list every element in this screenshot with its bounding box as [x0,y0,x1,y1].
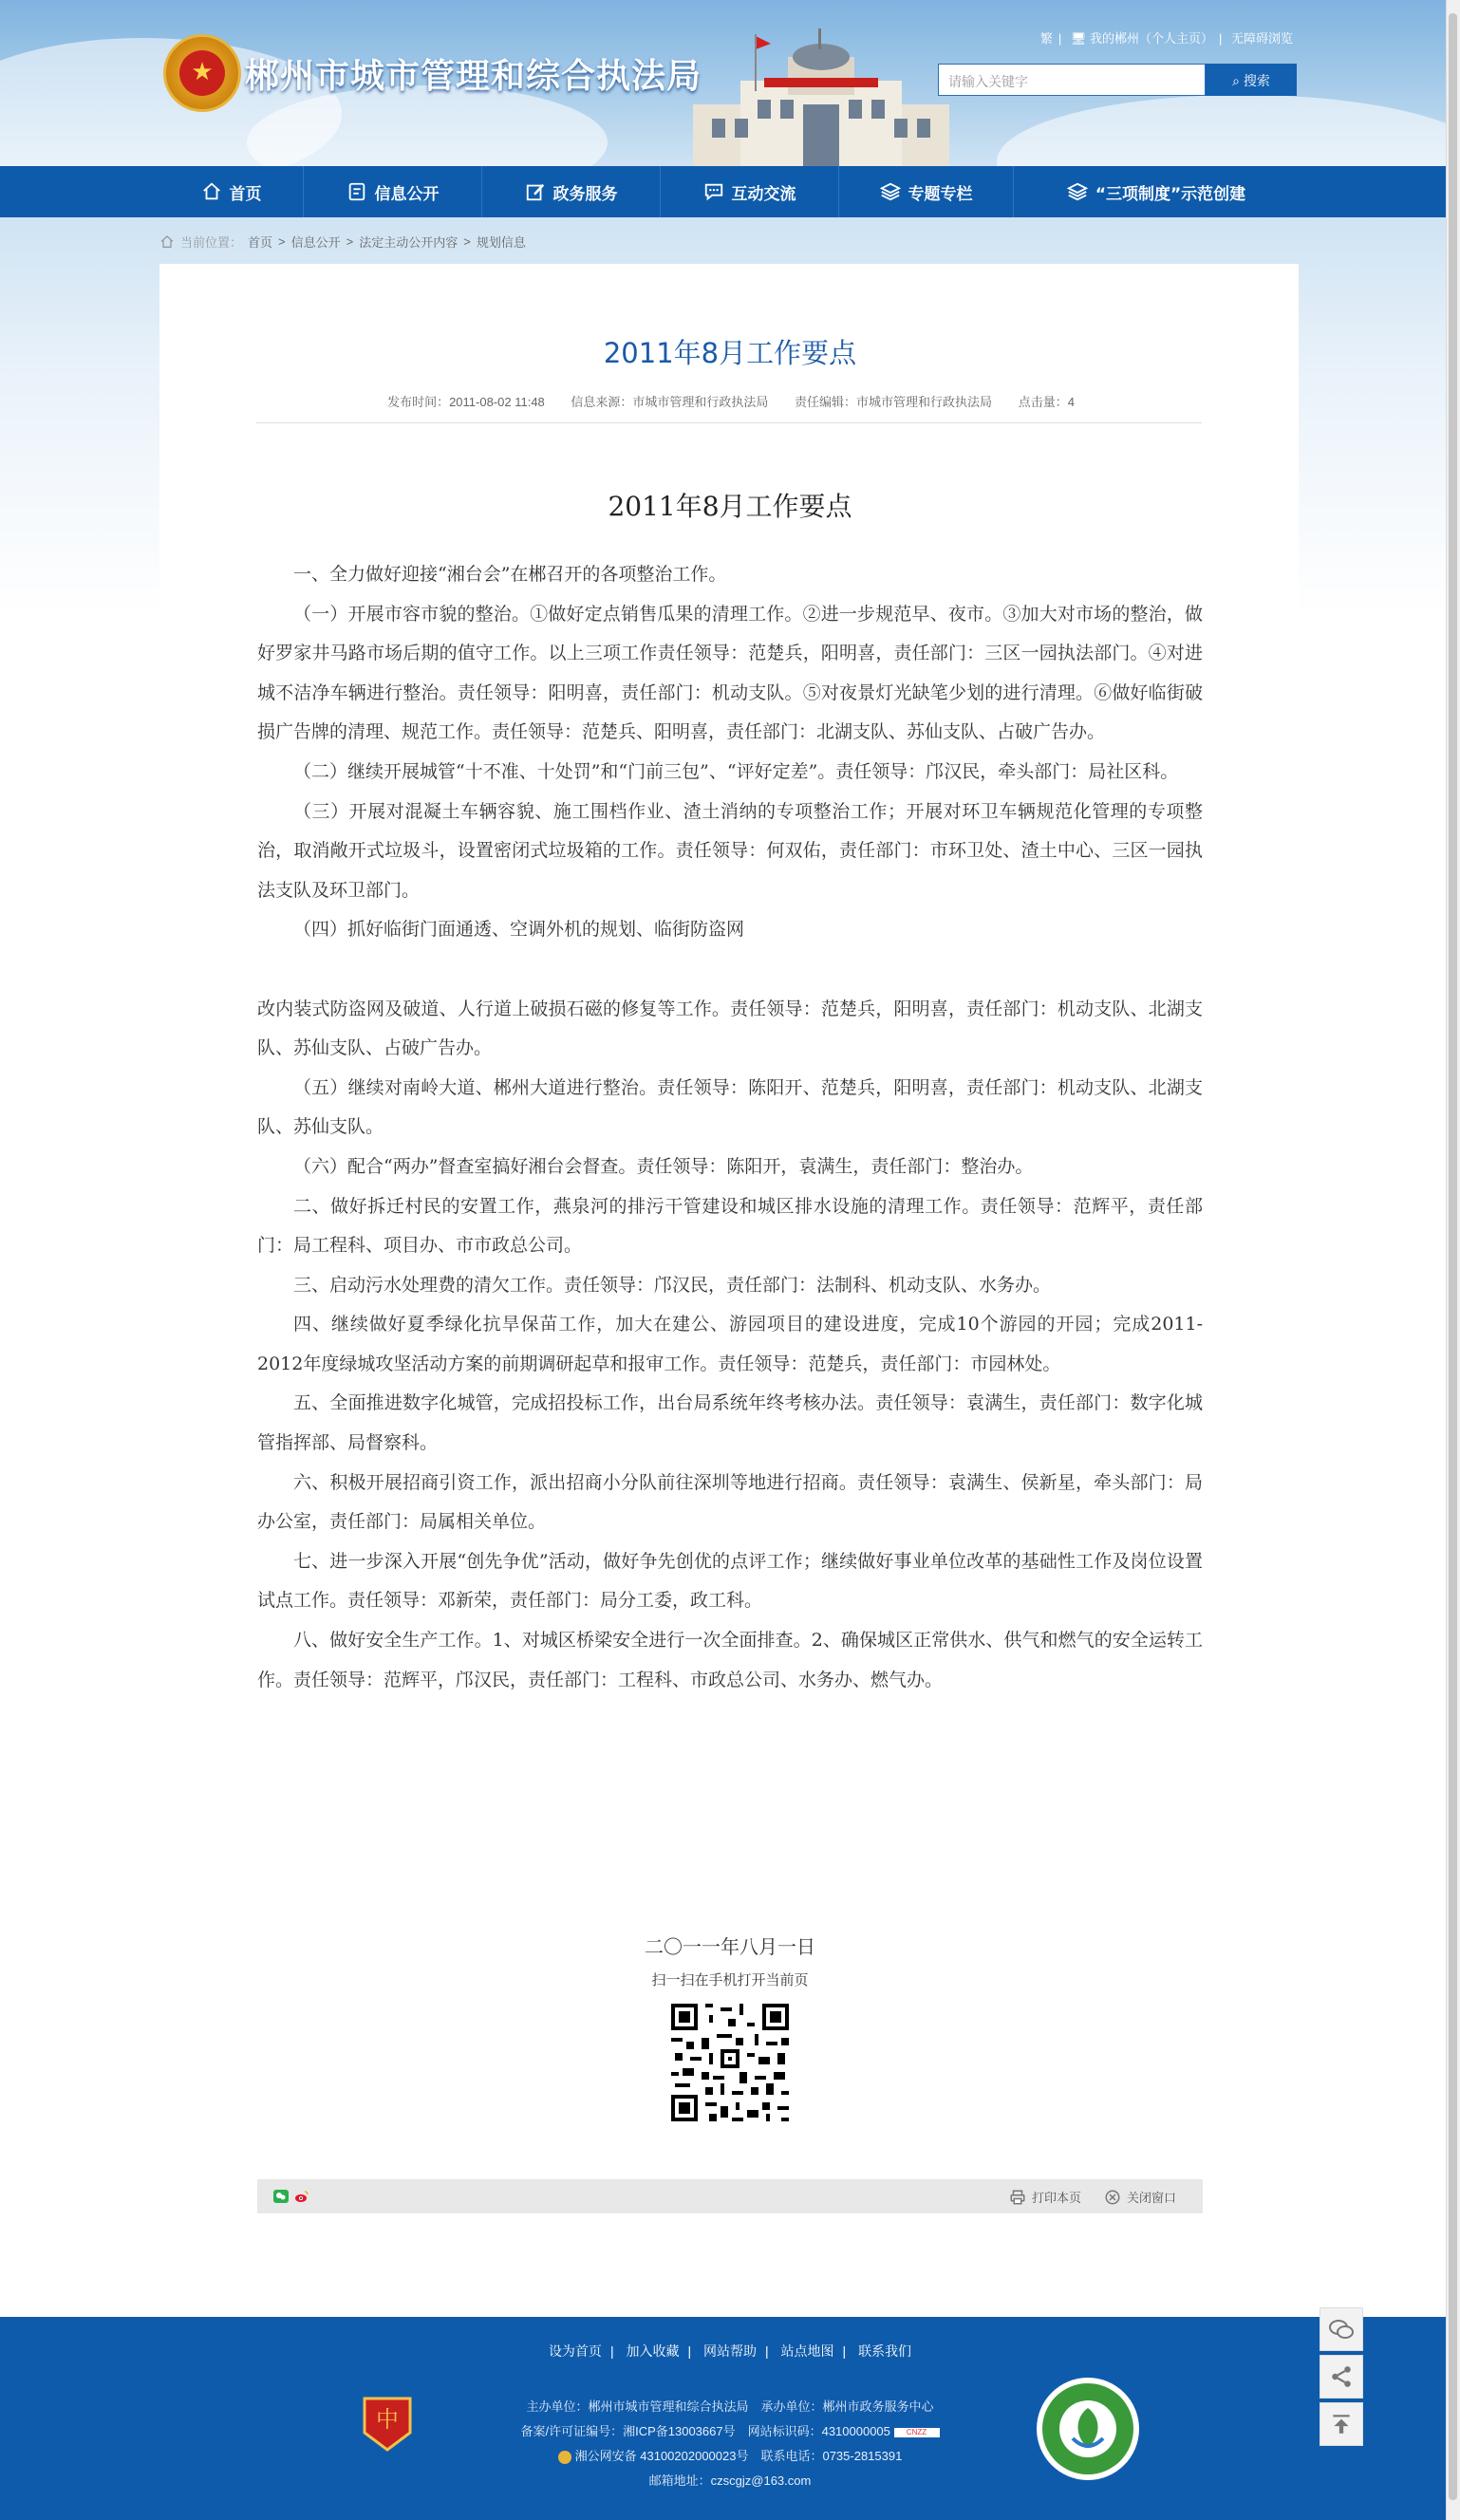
accessibility-link[interactable]: 无障碍浏览 [1230,31,1293,46]
home-icon [201,181,222,202]
nav-item-info[interactable] [304,166,482,217]
info-icon [346,181,367,202]
breadcrumb-prefix: 当前位置： [180,235,243,250]
paragraph: 五、全面推进数字化城管，完成招投标工作，出台局系统年终考核办法。责任领导：袁满生，责任部门：数字化城管指挥部、局督察科。 [257,1392,1203,1454]
nav-label: “三项制度”示范创建 [1095,184,1246,204]
close-icon [1104,2189,1121,2206]
breadcrumb: 当前位置： 首页 > 信息公开 > 法定主动公开内容 > 规划信息 [159,233,526,251]
breadcrumb-home-link[interactable]: 首页 [248,235,273,250]
share-icons [272,2189,310,2204]
breadcrumb-info-link[interactable]: 信息公开 [290,235,341,250]
site-header [0,0,1460,166]
search-button[interactable] [1206,64,1297,96]
icp-text[interactable]: 备案/许可证编号：湘ICP备13003667号 网站标识码：4310000005 [520,2424,890,2438]
paragraph: 二、做好拆迁村民的安置工作，燕泉河的排污干管建设和城区排水设施的清理工作。责任领导：范辉平，责任部门：局工程科、项目办、市市政总公司。 [257,1195,1203,1257]
cnzz-icon[interactable]: CNZZ [894,2428,940,2437]
paragraph: （六）配合“两办”督查室搞好湘台会督查。责任领导：陈阳开，袁满生，责任部门：整治办。 [293,1155,1034,1177]
home-icon [159,234,175,250]
paragraph: 六、积极开展招商引资工作，派出招商小分队前往深圳等地进行招商。责任领导：袁满生、侯新星，牵头部门：局办公室，责任部门：局属相关单位。 [257,1471,1203,1533]
search-button-label: 搜索 [1243,73,1270,88]
paragraph: 八、做好安全生产工作。1、对城区桥梁安全进行一次全面排查。2、确保城区正常供水、供气和燃气的安全运转工作。责任领导：范辉平，邝汉民，责任部门：工程科、市政总公司、水务办、燃气办。 [257,1630,1203,1690]
traditional-chinese-link[interactable]: 繁 [1039,31,1053,46]
search-icon: ⌕ [1232,73,1240,88]
paragraph: 七、进一步深入开展“创先争优”活动，做好争先创优的点评工作；继续做好事业单位改革的基础性工作及岗位设置试点工作。责任领导：邓新荣，责任部门：局分工委，政工科。 [257,1550,1203,1612]
paragraph: （二）继续开展城管“十不准、十处罚”和“门前三包”、“评好定差”。责任领导：邝汉民，牵头部门：局社区科。 [293,760,1179,782]
police-badge-icon [558,2451,571,2464]
my-chenzhou-label: 我的郴州（个人主页） [1089,31,1213,46]
layers-icon [880,181,901,202]
breadcrumb-public-content-link[interactable]: 法定主动公开内容 [359,235,459,250]
chat-icon [703,181,724,202]
qr-code-image [667,2000,793,2125]
share-float-button[interactable] [1320,2355,1363,2399]
article-meta [256,392,1206,410]
close-label: 关闭窗口 [1127,2191,1177,2205]
printer-icon [1009,2189,1026,2206]
footer-info [0,2395,1460,2493]
divider [256,422,1202,423]
add-favorite-link[interactable]: 加入收藏 [626,2343,680,2359]
nav-label: 互动交流 [731,184,796,204]
breadcrumb-planning-link[interactable]: 规划信息 [476,235,526,250]
article-title: 2011年8月工作要点 [603,337,857,369]
paragraph: 三、启动污水处理费的清欠工作。责任领导：邝汉民，责任部门：法制科、机动支队、水务办。 [293,1274,1052,1296]
email-address: 邮箱地址：czscgjz@163.com [648,2473,812,2488]
paragraph: 一、全力做好迎接“湘台会”在郴召开的各项整治工作。 [293,564,727,585]
icp-info [0,2419,1460,2444]
wechat-float-button[interactable] [1320,2307,1363,2351]
contact-link[interactable]: 联系我们 [858,2343,912,2359]
nav-label: 信息公开 [374,184,440,204]
sponsor-info: 主办单位：郴州市城市管理和综合执法局 承办单位：郴州市政务服务中心 [526,2399,934,2414]
footer-links: 设为首页 | 加入收藏 | 网站帮助 | 站点地图 | 联系我们 [548,2343,912,2359]
back-to-top-button[interactable] [1320,2402,1363,2446]
view-count: 点击量：4 [1018,395,1075,409]
national-emblem-logo: ★ [163,34,241,112]
site-help-link[interactable]: 网站帮助 [703,2343,757,2359]
nav-label: 专题专栏 [908,184,973,204]
site-footer [0,2317,1460,2520]
site-title: 郴州市城市管理和综合执法局 [245,57,702,96]
document-title: 2011年8月工作要点 [608,491,852,522]
paragraph: 改内装式防盗网及破道、人行道上破损石磁的修复等工作。责任领导：范楚兵，阳明喜，责任部门：机动支队、北湖支队、苏仙支队、占破广告办。 [257,998,1203,1059]
close-window-button[interactable] [1104,2188,1176,2206]
paragraph: （一）开展市容市貌的整治。①做好定点销售瓜果的清理工作。②进一步规范早、夜市。③加大对市场的整治，做好罗家井马路市场后期的值守工作。以上三项工作责任领导：范楚兵，阳明喜，责任部门：三区一园执法部门。④对进城不洁净车辆进行整治。责任领导：阳明喜，责任部门：机动支队。⑤对夜景灯光缺笔少划的进行清理。⑥做好临街破损广告牌的清理、规范工作。责任领导：范楚兵、阳明喜，责任部门：北湖支队、苏仙支队、占破广告办。 [257,603,1203,743]
paragraph: （五）继续对南岭大道、郴州大道进行整治。责任领导：陈阳开、范楚兵，阳明喜，责任部门：机动支队、北湖支队、苏仙支队。 [257,1076,1203,1138]
police-record [0,2444,1460,2469]
print-button[interactable] [1009,2188,1081,2206]
wechat-icon[interactable] [272,2189,290,2204]
paragraph: （三）开展对混凝土车辆容貌、施工围档作业、渣土消纳的专项整治工作；开展对环卫车辆规范化管理的专项整治，取消敞开式垃圾斗，设置密闭式垃圾箱的工作。责任领导：何双佑，责任部门：市环卫处、渣土中心、三区一园执法支队及环卫部门。 [257,800,1203,901]
layers-icon [1067,181,1088,202]
civilized-unit-badge [1035,2376,1141,2482]
government-building-image [655,28,987,166]
weibo-icon[interactable] [293,2189,310,2204]
share-icon [1329,2364,1354,2389]
paragraph: 四、继续做好夏季绿化抗旱保苗工作，加大在建公、游园项目的建设进度，完成10个游园的开园；完成2011-2012年度绿城攻坚活动方案的前期调研起草和报审工作。责任领导：范楚兵，责任部门：市园林处。 [257,1314,1203,1374]
paragraph: （四）抓好临街门面通透、空调外机的规划、临街防盗网 [293,919,745,941]
qr-caption: 扫一扫在手机打开当前页 [651,1971,809,1988]
paragraph-gap [257,950,1203,990]
document-date: 二〇一一年八月一日 [645,1935,815,1958]
set-homepage-link[interactable]: 设为首页 [548,2343,602,2359]
nav-item-services[interactable] [482,166,661,217]
article-body [257,555,1203,1700]
nav-item-three-systems[interactable] [1014,166,1299,217]
nav-item-interaction[interactable] [661,166,839,217]
search-input[interactable]: 请输入关键字 [938,64,1206,96]
my-chenzhou-link[interactable]: 🖥 我的郴州（个人主页） [1070,31,1213,46]
nav-item-topics[interactable] [839,166,1014,217]
scrollbar-thumb[interactable] [1449,13,1457,2500]
info-source: 信息来源：市城市管理和行政执法局 [571,395,769,409]
cloud-decoration [997,95,1460,166]
nav-item-home[interactable] [159,166,304,217]
publish-time: 发布时间：2011-08-02 11:48 [387,395,545,409]
nav-label: 首页 [229,184,262,204]
sitemap-link[interactable]: 站点地图 [780,2343,834,2359]
responsible-editor: 责任编辑：市城市管理和行政执法局 [795,395,993,409]
share-toolbar [257,2179,1203,2213]
police-record-text[interactable]: 湘公网安备 43100202000023号 联系电话：0735-2815391 [574,2449,903,2463]
svg-text:中: 中 [376,2406,399,2433]
wechat-icon [1328,2318,1355,2341]
nav-label: 政务服务 [552,184,618,204]
edit-icon [525,181,546,202]
arrow-up-icon [1329,2412,1354,2436]
top-links: 繁 | 🖥 我的郴州（个人主页） | 无障碍浏览 [1039,31,1293,46]
main-nav [0,166,1460,217]
print-label: 打印本页 [1032,2191,1082,2205]
